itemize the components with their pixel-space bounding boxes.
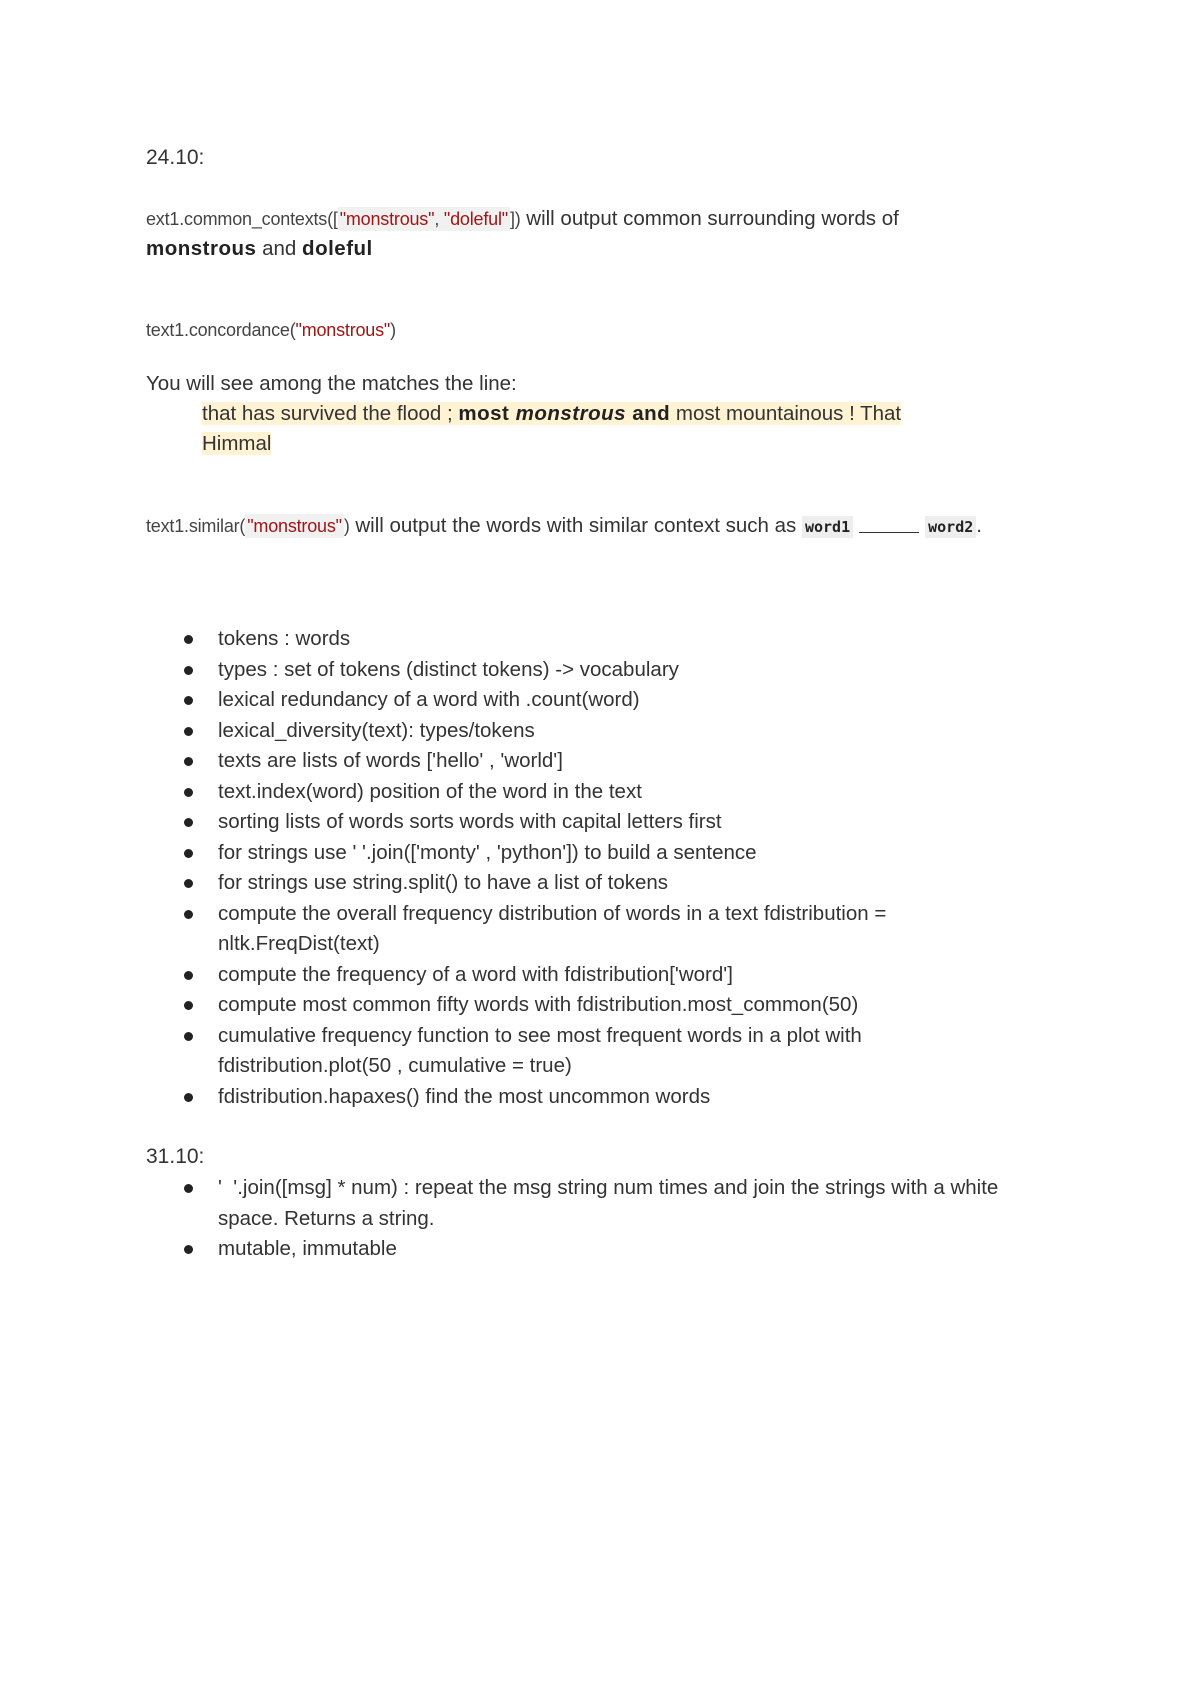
notes-list-31-10 — [146, 1173, 1026, 1265]
bullet-icon — [184, 910, 193, 919]
bullet-icon — [184, 1184, 193, 1193]
list-item: compute the overall frequency distribution of words in a text fdistribution = nltk.FreqDist(text) — [146, 899, 1026, 960]
matches-intro: You will see among the matches the line: — [146, 372, 517, 395]
common-contexts-words: monstrous and doleful — [146, 237, 373, 260]
list-item: ' '.join([msg] * num) : repeat the msg string num times and join the strings with a white space. Returns a string. — [146, 1173, 1026, 1234]
word2-placeholder: word2 — [925, 516, 976, 538]
common-contexts-description: will output common surrounding words of — [520, 207, 899, 230]
match-line-quote: that has survived the flood ; most monstrous and most mountainous ! That Himmal — [202, 402, 902, 455]
date-heading-31-10: 31.10: — [146, 1145, 205, 1168]
bullet-icon — [184, 666, 193, 675]
bullet-icon — [184, 1245, 193, 1254]
date-heading-24-10: 24.10: — [146, 146, 205, 169]
list-item: lexical redundancy of a word with .count(word) — [146, 685, 1026, 716]
list-item: compute the frequency of a word with fdistribution['word'] — [146, 960, 1026, 991]
bullet-icon — [184, 635, 193, 644]
list-item: for strings use ' '.join(['monty' , 'python']) to build a sentence — [146, 838, 1026, 869]
bullet-icon — [184, 757, 193, 766]
list-item: tokens : words — [146, 624, 1026, 655]
bullet-icon — [184, 727, 193, 736]
list-item: types : set of tokens (distinct tokens) -> vocabulary — [146, 655, 1026, 686]
bullet-icon — [184, 818, 193, 827]
blank-line — [859, 532, 919, 533]
list-item: mutable, immutable — [146, 1234, 1026, 1265]
list-item: for strings use string.split() to have a list of tokens — [146, 868, 1026, 899]
notes-list-24-10 — [146, 624, 1026, 1112]
similar-line: text1.similar( "monstrous" ) will output the words with similar context such as word1 word2 . — [146, 514, 982, 537]
word1-placeholder: word1 — [802, 516, 853, 538]
bullet-icon — [184, 971, 193, 980]
list-item: compute most common fifty words with fdistribution.most_common(50) — [146, 990, 1026, 1021]
bullet-icon — [184, 849, 193, 858]
list-item: texts are lists of words ['hello' , 'world'] — [146, 746, 1026, 777]
list-item: text.index(word) position of the word in the text — [146, 777, 1026, 808]
list-item: lexical_diversity(text): types/tokens — [146, 716, 1026, 747]
bullet-icon — [184, 1001, 193, 1010]
bullet-icon — [184, 879, 193, 888]
list-item: cumulative frequency function to see most frequent words in a plot with fdistribution.plot(50 , cumulative = true) — [146, 1021, 1026, 1082]
list-item: sorting lists of words sorts words with capital letters first — [146, 807, 1026, 838]
concordance-line: text1.concordance("monstrous") — [146, 320, 396, 340]
bullet-icon — [184, 696, 193, 705]
list-item: fdistribution.hapaxes() find the most uncommon words — [146, 1082, 1026, 1113]
bullet-icon — [184, 788, 193, 797]
bullet-icon — [184, 1093, 193, 1102]
bullet-icon — [184, 1032, 193, 1041]
common-contexts-line — [146, 207, 899, 231]
common-contexts-code: ext1.common_contexts([ "monstrous", "doleful" ]) — [146, 209, 521, 229]
